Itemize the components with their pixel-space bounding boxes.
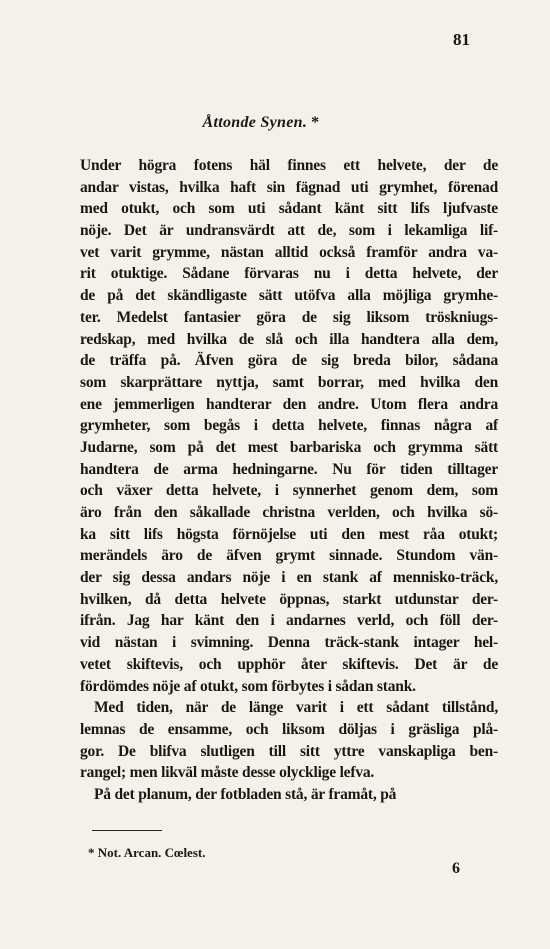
section-heading-text: Åttonde Synen.	[202, 114, 308, 131]
footnote: * Not. Arcan. Cœlest.	[88, 845, 206, 860]
text-line: vetet skiftevis, och upphör åter skiftevis. Det är de	[80, 655, 498, 673]
text-line: Judarne, som på det mest barbariska och grymma sätt	[80, 438, 498, 456]
text-line: lemnas de ensamme, och liksom döljas i gräsliga plå-	[80, 720, 498, 738]
footnote-rule	[92, 830, 162, 831]
text-line: med otukt, och som uti sådant känt sitt lifs ljufvaste	[80, 200, 498, 218]
text-line: Med tiden, när de länge varit i ett sådant tillstånd,	[94, 699, 498, 717]
signature-mark: 6	[452, 860, 460, 877]
text-line: äro från den såkallade christna verlden, och hvilka sö-	[80, 504, 498, 521]
text-line: Under högra fotens häl finnes ett helvete, der de	[80, 157, 498, 174]
text-line: fördömdes nöje af otukt, som förbytes i sådan stank.	[80, 677, 416, 695]
text-line: merändels äro de äfven grymt sinnade. Stundom vän-	[80, 547, 498, 565]
text-line: grymheter, som begås i detta helvete, finnas några af	[80, 417, 498, 435]
text-line: hvilken, då detta helvete öppnas, starkt utdunstar der-	[80, 590, 498, 608]
text-line: som skarprättare nyttja, samt borrar, med hvilka den	[80, 373, 498, 391]
text-line: gor. De blifva slutligen till sitt yttre vanskapliga ben-	[80, 742, 498, 760]
text-line: ter. Medelst fantasier göra de sig liksom tröskniugs-	[80, 308, 498, 326]
footnote-marker: *	[311, 114, 320, 131]
text-line: På det planum, der fotbladen stå, är framåt, på	[94, 785, 397, 803]
text-line: de på det skändligaste sätt utöfva alla möjliga grymhe-	[80, 287, 498, 305]
text-line: de träffa på. Äfven göra de sig breda bilor, sådana	[80, 352, 498, 370]
text-line: och växer detta helvete, i synnerhet genom dem, som	[80, 482, 498, 500]
text-line: nöje. Det är undransvärdt att de, som i lekamliga lif-	[80, 222, 498, 240]
text-line: vid nästan i svimning. Denna träck-stank intager hel-	[80, 634, 498, 652]
text-line: der sig dessa andars nöje i en stank af mennisko-träck,	[80, 569, 498, 587]
body-text	[80, 155, 498, 806]
text-line: andar vistas, hvilka haft sin fägnad uti grymhet, förenad	[80, 178, 498, 196]
text-line: redskap, med hvilka de slå och illa handtera alla dem,	[80, 330, 498, 348]
text-line: rit otuktige. Sådane förvaras nu i detta helvete, der	[80, 265, 498, 283]
section-heading	[0, 114, 522, 132]
text-line: handtera de arma hedningarne. Nu för tiden tilltager	[80, 460, 498, 478]
text-line: ifrån. Jag har känt den i andarnes verld, och föll der-	[80, 612, 498, 630]
text-line: vet varit grymme, nästan alltid också framför andra va-	[80, 243, 498, 261]
text-line: rangel; men likväl måste desse olycklige lefva.	[80, 764, 375, 782]
page-number: 81	[453, 30, 470, 49]
text-line: ka sitt lifs högsta förnöjelse uti den mest råa otukt;	[80, 525, 498, 543]
text-line: ene jemmerligen handterar den andre. Utom flera andra	[80, 395, 498, 413]
